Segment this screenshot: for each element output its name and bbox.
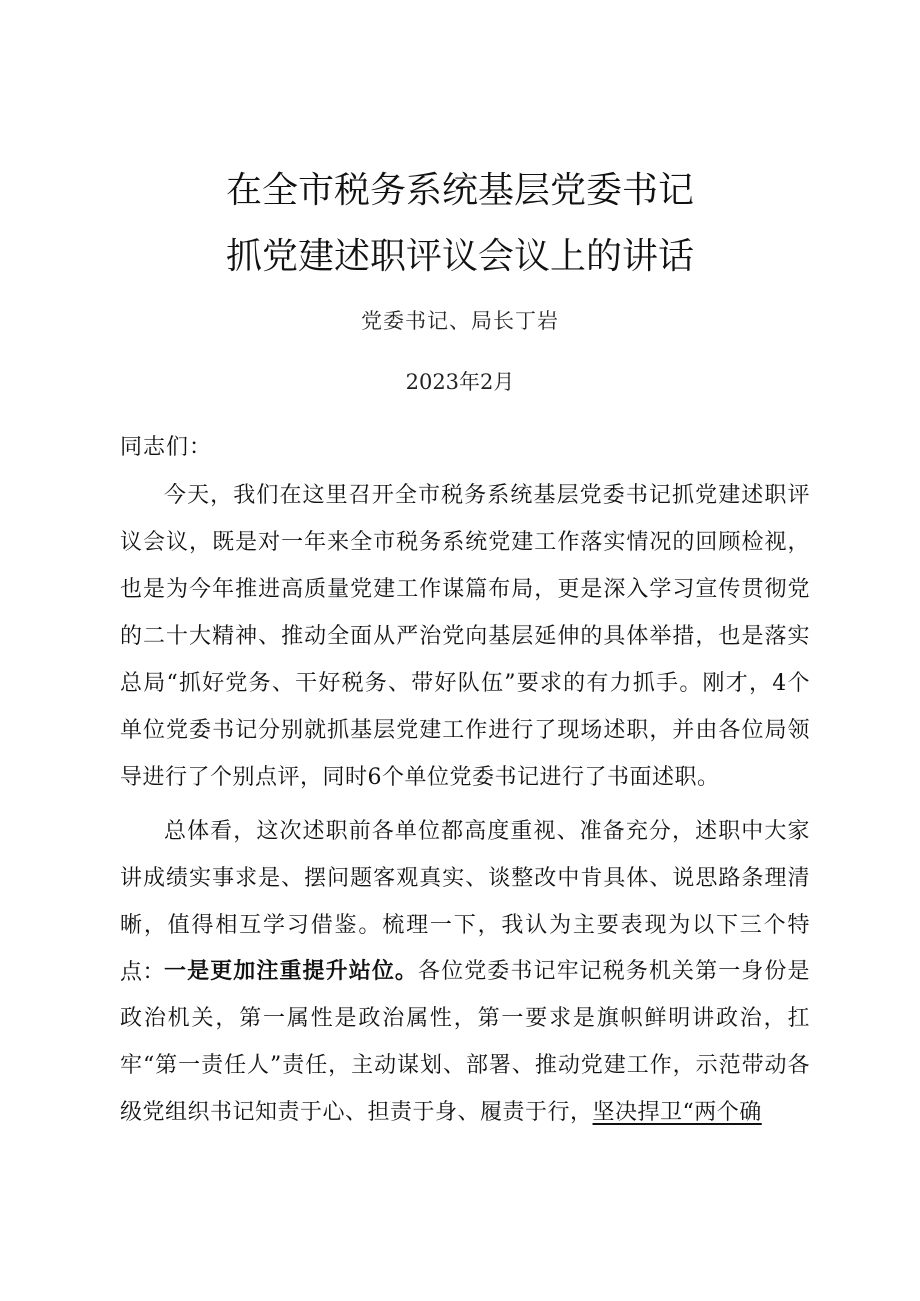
- paragraph-overview: 总体看，这次述职前各单位都高度重视、准备充分，述职中大家讲成绩实事求是、摆问题客观真实、谈整改中肯具体、说思路条理清晰，值得相互学习借鉴。梳理一下，我认为主要表现为以下三个特点：: [120, 819, 810, 985]
- point-one-heading: 一是更加注重提升站位。: [164, 958, 419, 984]
- point-one-body: 各位党委书记牢记税务机关第一身份是政治机关，第一属性是政治属性，第一要求是旗帜鲜明讲政治，扛牢“第一责任人”责任，主动谋划、部署、推动党建工作，示范带动各级党组织书记知责于心、担责于身、履责于行，: [120, 959, 810, 1125]
- paragraph-point-one: [120, 948, 810, 1136]
- salutation: 同志们：: [120, 435, 213, 460]
- paragraph-opening: 今天，我们在这里召开全市税务系统基层党委书记抓党建述职评议会议，既是对一年来全市税务系统党建工作落实情况的回顾检视，也是为今年推进高质量党建工作谋篇布局，更是深入学习宣传贯彻党的二十大精神、推动全面从严治党向基层延伸的具体举措，也是落实总局“抓好党务、干好税务、带好队伍”要求的有力抓手。刚才，4个单位党委书记分别就抓基层党建工作进行了现场述职，并由各位局领导进行了个别点评，同时6个单位党委书记进行了书面述职。: [120, 483, 810, 790]
- speech-date: 2023年2月: [405, 370, 515, 394]
- document-title-line-1: 在全市税务系统基层党委书记: [225, 170, 694, 211]
- speaker-byline: 党委书记、局长丁岩: [361, 309, 559, 333]
- document-title-line-2: 抓党建述职评议会议上的讲话: [225, 236, 694, 277]
- point-one-underlined-text: 坚决捍卫“两个确: [592, 1100, 762, 1125]
